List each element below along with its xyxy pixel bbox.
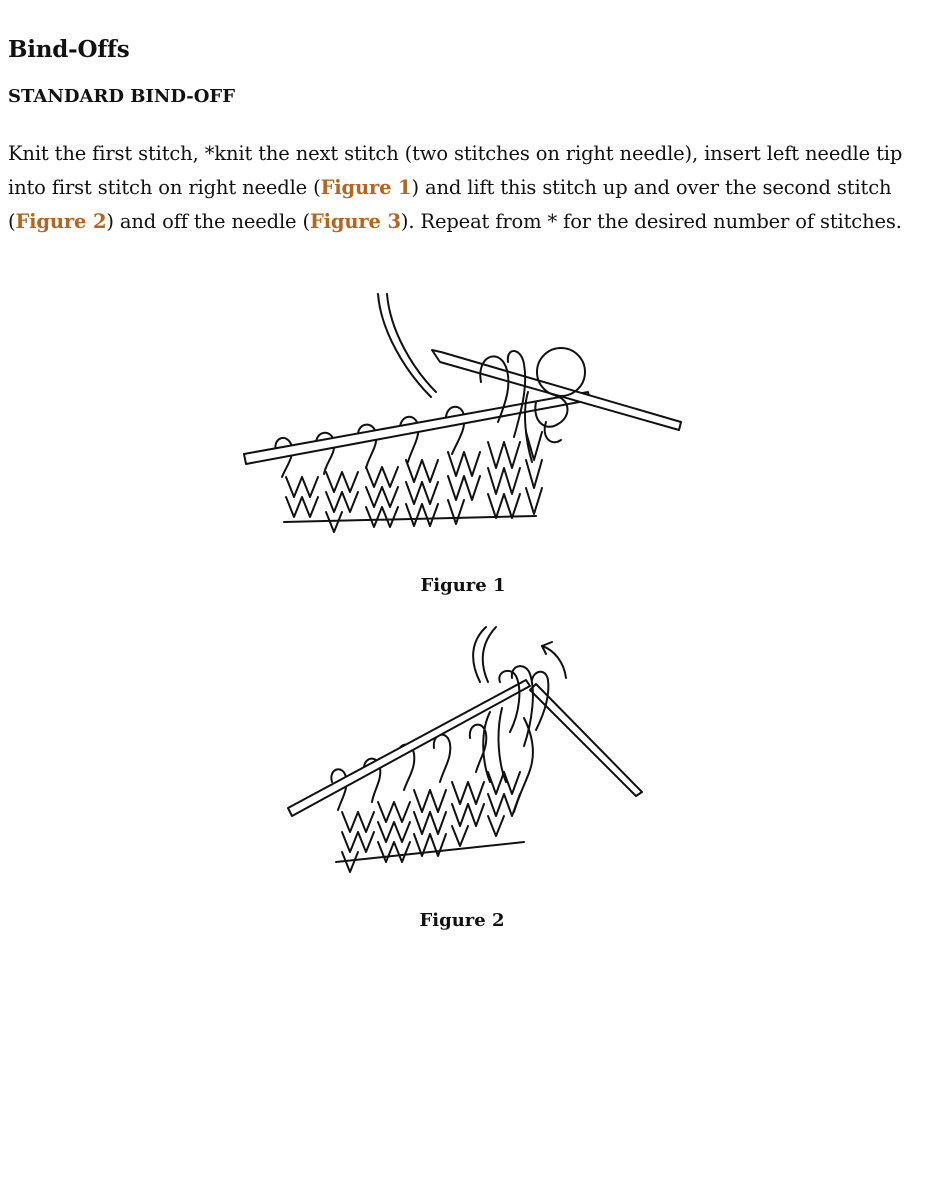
left-needle: [288, 680, 530, 816]
figure-1-caption: Figure 1: [420, 575, 506, 596]
figure-2-link[interactable]: Figure 2: [15, 210, 107, 233]
left-needle: [244, 392, 590, 464]
paragraph-text-3: ) and off the needle (: [106, 210, 310, 233]
figure-1-illustration: [236, 292, 686, 548]
instruction-paragraph: [8, 137, 920, 239]
knitting-needles-figure-1: [236, 292, 686, 548]
figure-2-illustration: [274, 622, 650, 884]
page-title: Bind-Offs: [8, 36, 130, 63]
knitted-fabric: [336, 772, 524, 872]
figure-2-caption: Figure 2: [419, 910, 505, 931]
paragraph-text-1: Knit the first stitch, *knit the next stitch (two stitches on right needle), insert left needle tip into first stitch on right needle (: [8, 142, 903, 199]
section-title: STANDARD BIND-OFF: [8, 86, 235, 107]
knitting-needles-figure-2: [274, 622, 650, 884]
figure-3-link[interactable]: Figure 3: [309, 210, 401, 233]
paragraph-text-4: ). Repeat from * for the desired number of stitches.: [400, 210, 902, 233]
paragraph-text-2: ) and lift this stitch up and over the second stitch (: [8, 176, 892, 233]
figure-1-link[interactable]: Figure 1: [320, 176, 412, 199]
